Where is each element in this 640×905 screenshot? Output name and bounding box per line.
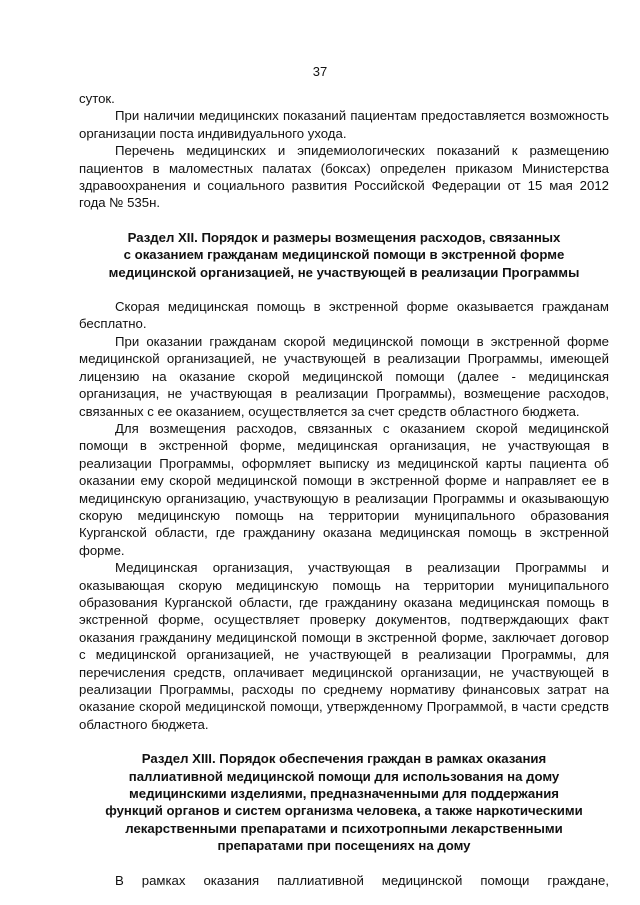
section-13-heading [79,750,609,854]
section-12-heading [79,229,609,281]
page-number: 37 [312,64,328,79]
paragraph-individual-care: При наличии медицинских показаний пациентам предоставляется возможность организации поста индивидуального ухода. [79,108,609,141]
section-13-heading-line: медицинскими изделиями, предназначенными для поддержания [129,786,559,802]
section-12-heading-line: с оказанием гражданам медицинской помощи в экстренной форме [123,247,565,263]
section-13-heading-line: функций органов и систем организма человека, а также наркотическими [105,803,583,819]
section-12-paragraph: Для возмещения расходов, связанных с оказанием скорой медицинской помощи в экстренной форме, медицинская организация, не участвующая в реализации Программы, оформляет выписку из медицинской карты пациента об оказании ему скорой медицинской помощи в экстренной форме и направляет ее в медицинскую организацию, участвующую в реализации Программы и оказывающую скорую медицинскую помощь на территории муниципального образования Курганской области, где гражданину оказана медицинская помощь в экстренной форме. [79,420,609,558]
paragraph-continuation: суток. [79,91,115,106]
section-12-heading-line: Раздел XII. Порядок и размеры возмещения расходов, связанных [127,229,561,245]
section-12-paragraph: Медицинская организация, участвующая в реализации Программы и оказывающая скорую медицинскую помощь на территории муниципального образования Курганской области, где гражданину оказана медицинская помощь в экстренной форме, осуществляет проверку документов, подтверждающих факт оказания гражданину медицинской помощи в экстренной форме, заключает договор с медицинской организацией, не участвующей в реализации Программы, для перечисления средств, оплачивает медицинской организации, не участвующей в реализации Программы, расходы по среднему нормативу финансовых затрат на оказание скорой медицинской помощи, утвержденному Программой, в части средств областного бюджета. [79,560,609,732]
section-13-heading-line: Раздел XIII. Порядок обеспечения граждан в рамках оказания [141,751,547,767]
section-13-heading-line: препаратами при посещениях на дому [217,838,471,854]
section-12-paragraph: Скорая медицинская помощь в экстренной форме оказывается гражданам бесплатно. [79,299,609,332]
page-content [79,90,609,889]
section-12-heading-line: медицинской организацией, не участвующей в реализации Программы [108,264,580,280]
section-13-paragraph: В рамках оказания паллиативной медицинской помощи граждане, [115,872,609,888]
section-12-paragraph: При оказании гражданам скорой медицинской помощи в экстренной форме медицинской организацией, не участвующей в реализации Программы, имеющей лицензию на оказание скорой медицинской помощи (далее - медицинская организация, не участвующая в реализации Программы), возмещение расходов, связанных с ее оказанием, осуществляется за счет средств областного бюджета. [79,333,609,419]
section-13-heading-line: паллиативной медицинской помощи для использования на дому [128,768,560,784]
section-13-heading-line: лекарственными препаратами и психотропными лекарственными [125,820,563,836]
paragraph-isolation-wards: Перечень медицинских и эпидемиологических показаний к размещению пациентов в маломестных палатах (боксах) определен приказом Министерства здравоохранения и социального развития Российской Федерации от 15 мая 2012 года № 535н. [79,143,609,211]
